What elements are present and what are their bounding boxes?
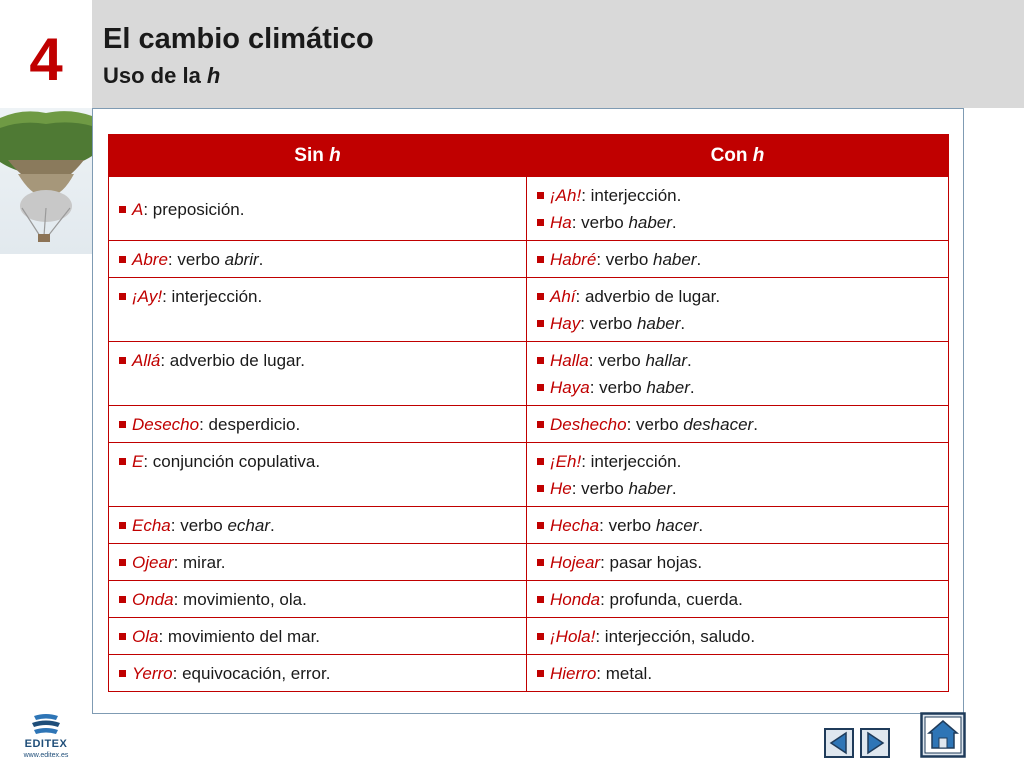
word-entry [119, 347, 518, 374]
word-entry [537, 246, 940, 273]
entry-word: Desecho [132, 415, 200, 434]
word-entry [537, 512, 940, 539]
entry-definition: haber [653, 250, 697, 269]
square-bullet-icon [537, 192, 544, 199]
square-bullet-icon [119, 633, 126, 640]
home-button[interactable] [920, 712, 966, 758]
word-entry [119, 586, 518, 613]
table-row [109, 278, 949, 342]
square-bullet-icon [119, 293, 126, 300]
entry-word: ¡Ay! [132, 287, 163, 306]
square-bullet-icon [537, 670, 544, 677]
table-body [109, 177, 949, 692]
entry-definition: haber [628, 213, 672, 232]
word-entry [537, 623, 940, 650]
square-bullet-icon [537, 485, 544, 492]
entry-word: ¡Eh! [550, 452, 582, 471]
entry-definition: . [269, 516, 275, 535]
entry-word: ¡Ah! [550, 186, 582, 205]
entry-word: Hay [550, 314, 581, 333]
column-header-sin-h: Sin h [109, 135, 527, 177]
entry-definition: : profunda, cuerda. [600, 590, 743, 609]
table-cell-con [527, 655, 949, 692]
entry-definition: : desperdicio. [199, 415, 301, 434]
next-slide-button[interactable] [860, 728, 890, 758]
entry-word: ¡Hola! [550, 627, 596, 646]
word-entry [537, 411, 940, 438]
entry-word: Allá [132, 351, 161, 370]
entry-word: Echa [132, 516, 171, 535]
table-cell-sin [109, 177, 527, 241]
entry-word: Honda [550, 590, 601, 609]
table-row [109, 406, 949, 443]
table-cell-sin [109, 618, 527, 655]
word-entry [119, 448, 518, 475]
entry-word: Abre [132, 250, 168, 269]
square-bullet-icon [119, 522, 126, 529]
entry-definition: haber [646, 378, 690, 397]
square-bullet-icon [537, 256, 544, 263]
entry-definition: hacer [655, 516, 699, 535]
square-bullet-icon [119, 206, 126, 213]
triangle-right-icon [860, 728, 890, 758]
square-bullet-icon [119, 256, 126, 263]
table-cell-sin [109, 241, 527, 278]
square-bullet-icon [119, 421, 126, 428]
entry-word: Ha [550, 213, 572, 232]
table-cell-con [527, 618, 949, 655]
entry-word: Ola [132, 627, 159, 646]
table-cell-con [527, 177, 949, 241]
entry-definition: : verbo [589, 378, 647, 397]
table-cell-con [527, 443, 949, 507]
entry-definition: abrir [224, 250, 259, 269]
entry-definition: : adverbio de lugar. [160, 351, 305, 370]
entry-definition: : equivocación, error. [172, 664, 331, 683]
entry-definition: : verbo [626, 415, 684, 434]
entry-word: Hecha [550, 516, 600, 535]
entry-definition: : verbo [580, 314, 637, 333]
table-row [109, 544, 949, 581]
square-bullet-icon [537, 559, 544, 566]
entry-definition: . [671, 213, 677, 232]
entry-definition: : conjunción copulativa. [143, 452, 321, 471]
entry-word: Hojear [550, 553, 601, 572]
word-entry [119, 512, 518, 539]
entry-definition: : mirar. [173, 553, 226, 572]
table-cell-sin [109, 406, 527, 443]
entry-definition: : metal. [596, 664, 653, 683]
entry-word: Habré [550, 250, 597, 269]
word-entry [537, 310, 940, 337]
table-row [109, 342, 949, 406]
word-entry [537, 209, 940, 236]
word-entry [537, 182, 940, 209]
entry-definition: : interjección. [581, 186, 682, 205]
entry-word: Yerro [132, 664, 173, 683]
square-bullet-icon [119, 559, 126, 566]
entry-word: Halla [550, 351, 589, 370]
square-bullet-icon [537, 522, 544, 529]
entry-definition: . [258, 250, 264, 269]
entry-definition: . [689, 378, 695, 397]
word-entry [537, 448, 940, 475]
entry-word: Ahí [550, 287, 576, 306]
square-bullet-icon [537, 458, 544, 465]
table-cell-sin [109, 342, 527, 406]
column-header-con-h: Con h [527, 135, 949, 177]
entry-definition: : pasar hojas. [600, 553, 703, 572]
triangle-left-icon [824, 728, 854, 758]
table-cell-con [527, 278, 949, 342]
entry-word: A [132, 199, 144, 219]
word-entry [537, 475, 940, 502]
entry-definition: : interjección. [162, 287, 263, 306]
unit-thumbnail-image [0, 108, 92, 254]
entry-word: Haya [550, 378, 590, 397]
page-title: El cambio climático [103, 23, 374, 55]
word-entry [119, 246, 518, 273]
word-entry [537, 374, 940, 401]
table-row [109, 507, 949, 544]
word-entry [119, 196, 518, 223]
entry-word: E [132, 452, 144, 471]
entry-definition: : verbo [588, 351, 646, 370]
square-bullet-icon [537, 421, 544, 428]
square-bullet-icon [537, 219, 544, 226]
entry-definition: : verbo [571, 213, 629, 232]
subtitle-letter: h [206, 63, 221, 88]
word-entry [119, 623, 518, 650]
entry-definition: . [696, 250, 702, 269]
table-row [109, 443, 949, 507]
entry-definition: haber [636, 314, 681, 333]
entry-definition: echar [227, 516, 270, 535]
editex-logo-icon [16, 712, 76, 740]
entry-definition: : verbo [170, 516, 228, 535]
entry-definition: . [680, 314, 686, 333]
table-cell-sin [109, 443, 527, 507]
table-cell-con [527, 406, 949, 443]
word-entry [119, 411, 518, 438]
word-entry [119, 283, 518, 310]
previous-slide-button[interactable] [824, 728, 854, 758]
table-header-row [109, 135, 949, 177]
table-cell-con [527, 507, 949, 544]
square-bullet-icon [119, 357, 126, 364]
table-cell-con [527, 342, 949, 406]
word-entry [537, 660, 940, 687]
table-cell-sin [109, 655, 527, 692]
spelling-table [108, 134, 949, 692]
entry-definition: : verbo [599, 516, 656, 535]
entry-definition: : adverbio de lugar. [575, 287, 721, 306]
balloon-island-illustration [0, 108, 92, 254]
square-bullet-icon [119, 596, 126, 603]
subtitle-prefix: Uso de la [103, 63, 207, 88]
unit-number: 4 [29, 26, 63, 93]
word-entry [119, 549, 518, 576]
editex-logo-text: EDITEX [24, 738, 68, 750]
entry-definition: : preposición. [143, 199, 245, 219]
entry-word: He [550, 479, 572, 498]
table-row [109, 241, 949, 278]
square-bullet-icon [537, 293, 544, 300]
entry-definition: haber [628, 479, 672, 498]
table-cell-con [527, 581, 949, 618]
table-cell-con [527, 544, 949, 581]
entry-word: Ojear [132, 553, 174, 572]
table-cell-sin [109, 278, 527, 342]
house-icon [920, 712, 966, 758]
entry-definition: : interjección. [581, 452, 682, 471]
page-subtitle [103, 62, 220, 90]
table-row [109, 581, 949, 618]
word-entry [537, 549, 940, 576]
square-bullet-icon [537, 633, 544, 640]
entry-definition: hallar [645, 351, 688, 370]
entry-definition: deshacer [683, 415, 754, 434]
table-cell-con [527, 241, 949, 278]
square-bullet-icon [537, 596, 544, 603]
entry-definition: . [687, 351, 692, 370]
table-row [109, 655, 949, 692]
editex-logo-url: www.editex.es [23, 752, 69, 759]
word-entry [537, 283, 940, 310]
entry-word: Deshecho [550, 415, 627, 434]
square-bullet-icon [119, 670, 126, 677]
entry-word: Hierro [550, 664, 597, 683]
entry-definition: : interjección, saludo. [595, 627, 756, 646]
square-bullet-icon [537, 320, 544, 327]
entry-definition: : movimiento del mar. [158, 627, 321, 646]
entry-definition: . [753, 415, 758, 434]
table-cell-sin [109, 507, 527, 544]
square-bullet-icon [537, 384, 544, 391]
entry-definition: : verbo [571, 479, 629, 498]
entry-definition: . [671, 479, 677, 498]
entry-definition: : movimiento, ola. [173, 590, 307, 609]
table-row [109, 618, 949, 655]
word-entry [537, 347, 940, 374]
entry-definition: . [698, 516, 704, 535]
square-bullet-icon [537, 357, 544, 364]
table-cell-sin [109, 581, 527, 618]
table-row [109, 177, 949, 241]
square-bullet-icon [119, 458, 126, 465]
word-entry [537, 586, 940, 613]
word-entry [119, 660, 518, 687]
table-cell-sin [109, 544, 527, 581]
entry-definition: : verbo [596, 250, 654, 269]
entry-definition: : verbo [167, 250, 225, 269]
entry-word: Onda [132, 590, 174, 609]
